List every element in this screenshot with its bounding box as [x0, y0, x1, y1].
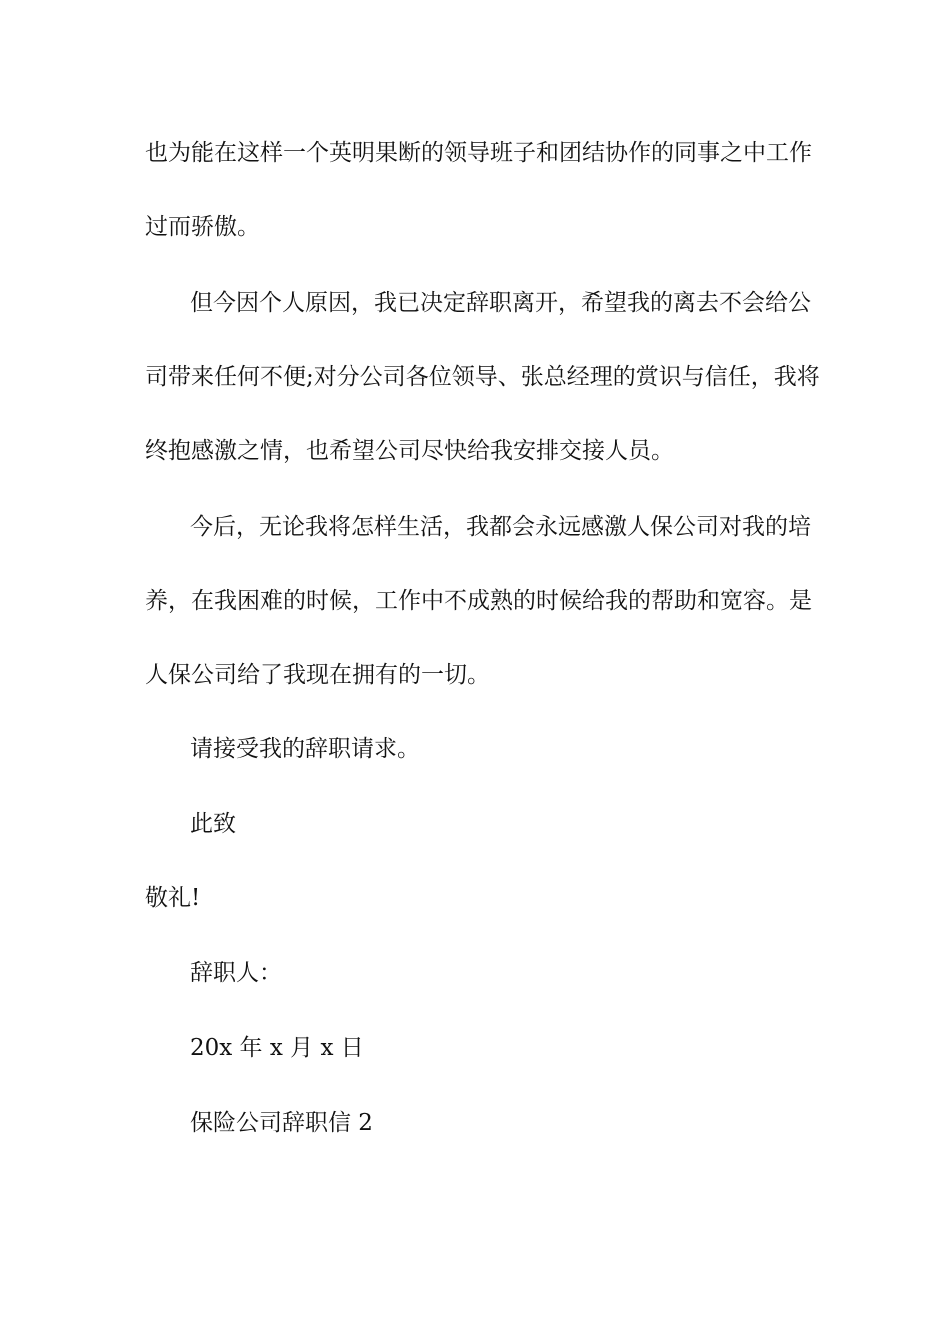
- body-line-3: 但今因个人原因，我已决定辞职离开，希望我的离去不会给公: [190, 290, 811, 316]
- body-line-8: 人保公司给了我现在拥有的一切。: [145, 662, 490, 688]
- closing-line: 此致: [190, 811, 236, 837]
- signer-line: 辞职人：: [190, 960, 282, 986]
- body-line-4: 司带来任何不便;对分公司各位领导、张总经理的赏识与信任，我将: [145, 364, 820, 390]
- body-line-5: 终抱感激之情，也希望公司尽快给我安排交接人员。: [145, 438, 674, 464]
- next-heading: 保险公司辞职信 2: [190, 1110, 373, 1136]
- body-line-7: 养，在我困难的时候，工作中不成熟的时候给我的帮助和宽容。是: [145, 588, 812, 614]
- body-line-6: 今后，无论我将怎样生活，我都会永远感激人保公司对我的培: [190, 514, 811, 540]
- body-line-2: 过而骄傲。: [145, 214, 260, 240]
- salutation-line: 敬礼!: [145, 885, 201, 911]
- date-line: 20x 年 x 月 x 日: [190, 1035, 364, 1061]
- body-line-1: 也为能在这样一个英明果断的领导班子和团结协作的同事之中工作: [145, 140, 812, 166]
- request-line: 请接受我的辞职请求。: [190, 736, 420, 762]
